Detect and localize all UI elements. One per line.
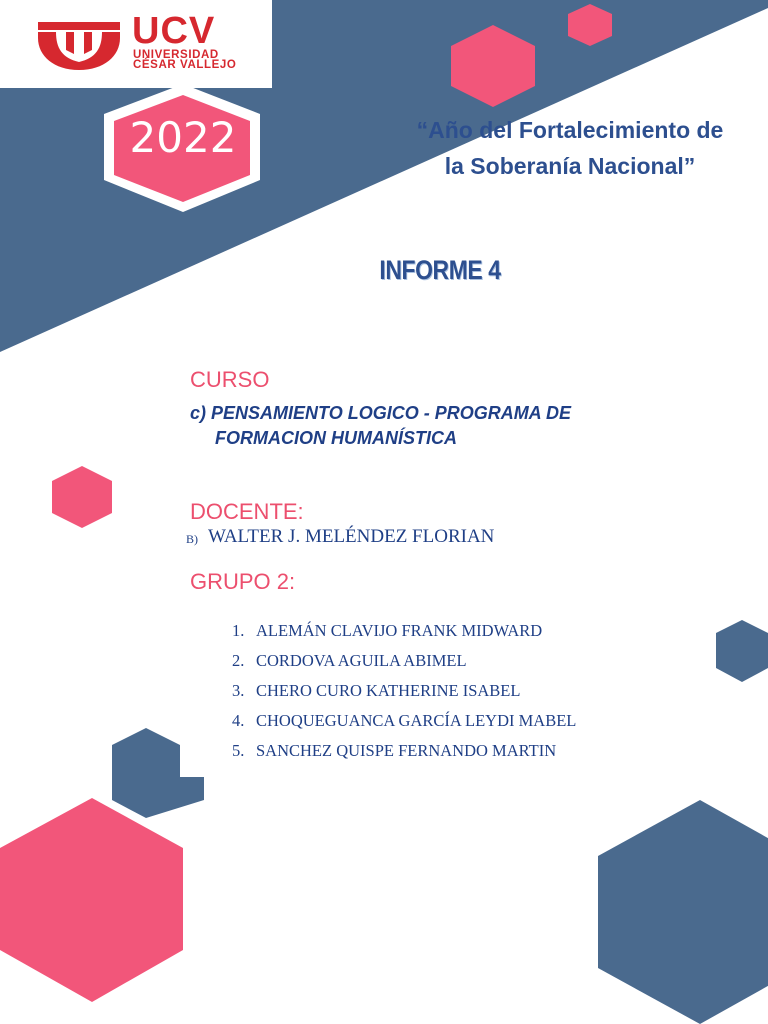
group-label: GRUPO 2: xyxy=(190,569,296,594)
motto-line1: “Año del Fortalecimiento de xyxy=(416,117,724,143)
hexagon-notched xyxy=(112,728,204,818)
logo-wordmark: UCV xyxy=(132,10,216,52)
year-label: 2022 xyxy=(129,113,237,162)
course-label: CURSO xyxy=(190,367,270,392)
member-item xyxy=(232,736,576,766)
member-number: 1. xyxy=(232,621,245,640)
member-item xyxy=(232,706,576,736)
member-number: 4. xyxy=(232,711,245,730)
member-name: CORDOVA AGUILA ABIMEL xyxy=(256,651,467,670)
member-number: 5. xyxy=(232,741,245,760)
member-name: CHOQUEGUANCA GARCÍA LEYDI MABEL xyxy=(256,711,577,730)
member-item xyxy=(232,676,576,706)
logo-subtitle-line2: CÉSAR VALLEJO xyxy=(133,59,237,71)
logo-subtitle-line1: UNIVERSIDAD xyxy=(133,49,219,61)
teacher-label: DOCENTE: xyxy=(190,499,304,524)
teacher-prefix: B) xyxy=(186,532,198,546)
hexagon-left xyxy=(52,466,112,528)
hexagon-bottom-left xyxy=(0,798,183,1002)
motto-line2: la Soberanía Nacional” xyxy=(444,153,696,179)
university-emblem-icon xyxy=(38,18,120,70)
member-name: ALEMÁN CLAVIJO FRANK MIDWARD xyxy=(256,621,543,640)
course-line2: FORMACION HUMANÍSTICA xyxy=(215,428,457,448)
teacher-name: WALTER J. MELÉNDEZ FLORIAN xyxy=(208,526,495,547)
member-item xyxy=(232,616,576,646)
member-item xyxy=(232,646,576,676)
hexagon-bottom-right xyxy=(598,800,768,1024)
course-line1: c) PENSAMIENTO LOGICO - PROGRAMA DE xyxy=(190,403,572,423)
logo-area xyxy=(0,0,272,88)
member-list xyxy=(232,616,576,766)
member-number: 2. xyxy=(232,651,245,670)
year-motto xyxy=(340,112,768,184)
report-title: INFORME 4 xyxy=(379,255,501,285)
member-name: SANCHEZ QUISPE FERNANDO MARTIN xyxy=(256,741,557,760)
member-number: 3. xyxy=(232,681,245,700)
hexagon-right xyxy=(716,620,768,682)
member-name: CHERO CURO KATHERINE ISABEL xyxy=(256,681,521,700)
